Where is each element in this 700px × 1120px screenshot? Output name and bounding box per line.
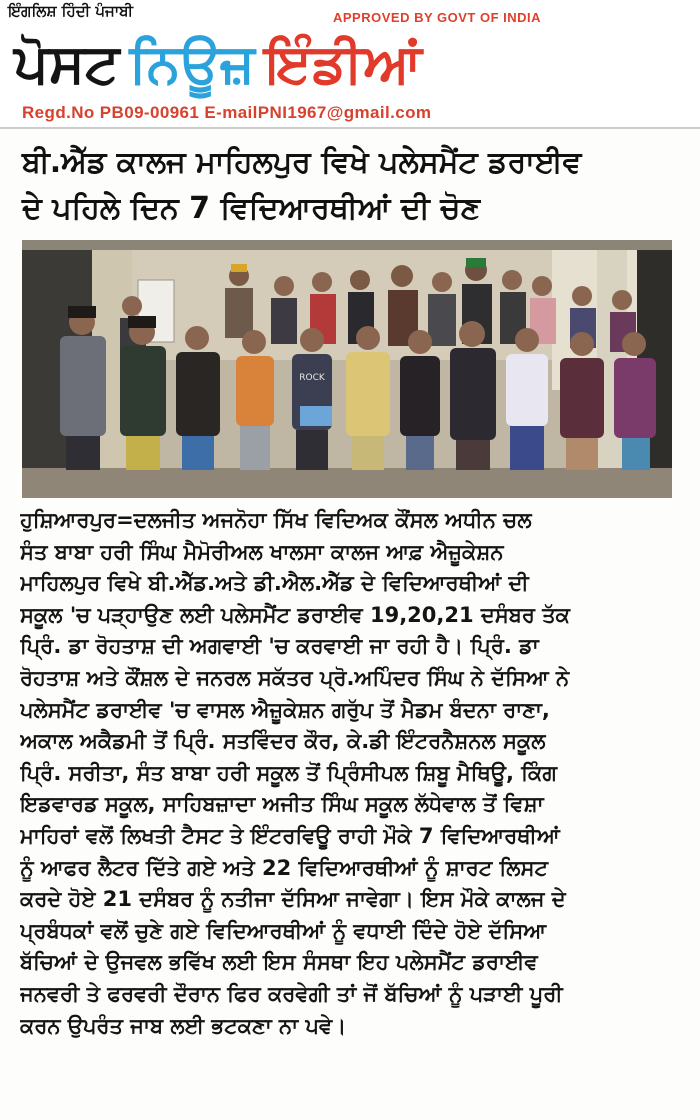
group-photo xyxy=(22,240,672,498)
shirt-text: ROCK xyxy=(299,373,325,383)
article-line: ਬੱਚਿਆਂ ਦੇ ਉਜਵਲ ਭਵਿੱਖ ਲਈ ਇਸ ਸੰਸਥਾ ਇਹ ਪਲੇਸਮੈਂਟ ਡਰਾਈਵ xyxy=(20,950,538,975)
article-line: ਪ੍ਰਿੰ. ਸਰੀਤਾ, ਸੰਤ ਬਾਬਾ ਹਰੀ ਸਕੂਲ ਤੋਂ ਪ੍ਰਿੰਸੀਪਲ ਸ਼ਿਬੂ ਮੈਥਿਊ, ਕਿੰਗ xyxy=(20,760,557,785)
article-line: ਮਾਹਿਰਾਂ ਵਲੋਂ ਲਿਖਤੀ ਟੈਸਟ ਤੇ ਇੰਟਰਵਿਊ ਰਾਹੀ ਮੌਕੇ 7 ਵਿਦਿਆਰਥੀਆਂ xyxy=(20,823,560,848)
registration-line: Regd.No PB09-00961 E-mailPNI1967@gmail.com xyxy=(22,103,432,122)
logo-word-post: ਪੋਸਟ xyxy=(14,32,120,95)
headline xyxy=(22,140,682,232)
article-line: ਪ੍ਰਿੰ. ਡਾ ਰੋਹਤਾਸ਼ ਦੀ ਅਗਵਾਈ 'ਚ ਕਰਵਾਈ ਜਾ ਰਹੀ ਹੈ। ਪ੍ਰਿੰ. ਡਾ xyxy=(20,634,539,659)
masthead-divider xyxy=(0,127,700,129)
article-line: ਸੰਤ ਬਾਬਾ ਹਰੀ ਸਿੰਘ ਮੈਮੋਰੀਅਲ ਖਾਲਸਾ ਕਾਲਜ ਆਫ਼ ਐਜ਼ੂਕੇਸ਼ਨ xyxy=(20,539,504,564)
article-line: ਪਲੇਸਮੈਂਟ ਡਰਾਈਵ 'ਚ ਵਾਸਲ ਐਜ਼ੂਕੇਸ਼ਨ ਗਰੁੱਪ ਤੋਂ ਮੈਡਮ ਬੰਦਨਾ ਰਾਣਾ, xyxy=(20,697,550,722)
article-line: ਇਡਵਾਰਡ ਸਕੂਲ, ਸਾਹਿਬਜ਼ਾਦਾ ਅਜੀਤ ਸਿੰਘ ਸਕੂਲ ਲੱਧੇਵਾਲ ਤੋਂ ਵਿਸ਼ਾ xyxy=(20,792,544,817)
headline-line-2: ਦੇ ਪਹਿਲੇ ਦਿਨ 7 ਵਿਦਿਆਰਥੀਆਂ ਦੀ ਚੋਣ xyxy=(22,191,480,226)
article-line: ਪ੍ਰਬੰਧਕਾਂ ਵਲੋਂ ਚੁਣੇ ਗਏ ਵਿਦਿਆਰਥੀਆਂ ਨੂੰ ਵਧਾਈ ਦਿੰਦੇ ਹੋਏ ਦੱਸਿਆ xyxy=(20,918,547,943)
article-line: ਨੂੰ ਆਫਰ ਲੈਟਰ ਦਿੱਤੇ ਗਏ ਅਤੇ 22 ਵਿਦਿਆਰਥੀਆਂ ਨੂੰ ਸ਼ਾਰਟ ਲਿਸਟ xyxy=(20,855,548,880)
article-line: ਕਰਨ ਉਪਰੰਤ ਜਾਬ ਲਈ ਭਟਕਣਾ ਨਾ ਪਵੇ। xyxy=(20,1013,347,1038)
article-line: ਮਾਹਿਲਪੁਰ ਵਿਖੇ ਬੀ.ਐੱਡ.ਅਤੇ ਡੀ.ਐਲ.ਐੱਡ ਦੇ ਵਿਦਿਆਰਥੀਆਂ ਦੀ xyxy=(20,571,529,596)
masthead xyxy=(0,0,700,128)
article-line: ਕਰਦੇ ਹੋਏ 21 ਦਸੰਬਰ ਨੂੰ ਨਤੀਜਾ ਦੱਸਿਆ ਜਾਵੇਗਾ। ਇਸ ਮੌਕੇ ਕਾਲਜ ਦੇ xyxy=(20,887,566,912)
article-body xyxy=(20,505,682,1042)
group-photo-illustration xyxy=(22,240,672,498)
article-line: ਅਕਾਲ ਅਕੈਡਮੀ ਤੋਂ ਪ੍ਰਿੰ. ਸਤਵਿੰਦਰ ਕੌਰ, ਕੇ.ਡੀ ਇੰਟਰਨੈਸ਼ਨਲ ਸਕੂਲ xyxy=(20,729,546,754)
article-line: ਸਕੂਲ 'ਚ ਪੜ੍ਹਾਉਣ ਲਈ ਪਲੇਸਮੈਂਟ ਡਰਾਈਵ 19,20,21 ਦਸੰਬਰ ਤੱਕ xyxy=(20,602,570,627)
article-line: ਰੋਹਤਾਸ਼ ਅਤੇ ਕੌਂਸ਼ਲ ਦੇ ਜਨਰਲ ਸਕੱਤਰ ਪ੍ਰੋ.ਅਪਿੰਦਰ ਸਿੰਘ ਨੇ ਦੱਸਿਆ ਨੇ xyxy=(20,665,570,690)
approved-badge: APPROVED BY GOVT OF INDIA xyxy=(333,10,542,25)
article-line: ਜਨਵਰੀ ਤੇ ਫਰਵਰੀ ਦੌਰਾਨ ਫਿਰ ਕਰਵੇਗੀ ਤਾਂ ਜੋਂ ਬੱਚਿਆਂ ਨੂੰ ਪੜਾਈ ਪੂਰੀ xyxy=(20,981,563,1006)
languages-line: ਇੰਗਲਿਸ਼ ਹਿੰਦੀ ਪੰਜਾਬੀ xyxy=(8,2,134,20)
headline-line-1: ਬੀ.ਐੱਡ ਕਾਲਜ ਮਾਹਿਲਪੁਰ ਵਿਖੇ ਪਲੇਸਮੈਂਟ ਡਰਾਈਵ xyxy=(22,145,582,180)
logo-word-india: ਇੰਡੀਆਂ xyxy=(264,32,423,95)
logo-word-news: ਨਿਊਜ਼ xyxy=(129,32,255,95)
article-line: ਹੁਸ਼ਿਆਰਪੁਰ=ਦਲਜੀਤ ਅਜਨੋਹਾ ਸਿੱਖ ਵਿਦਿਅਕ ਕੌਂਸਲ ਅਧੀਨ ਚਲ xyxy=(20,508,532,532)
newspaper-logo xyxy=(14,26,422,96)
